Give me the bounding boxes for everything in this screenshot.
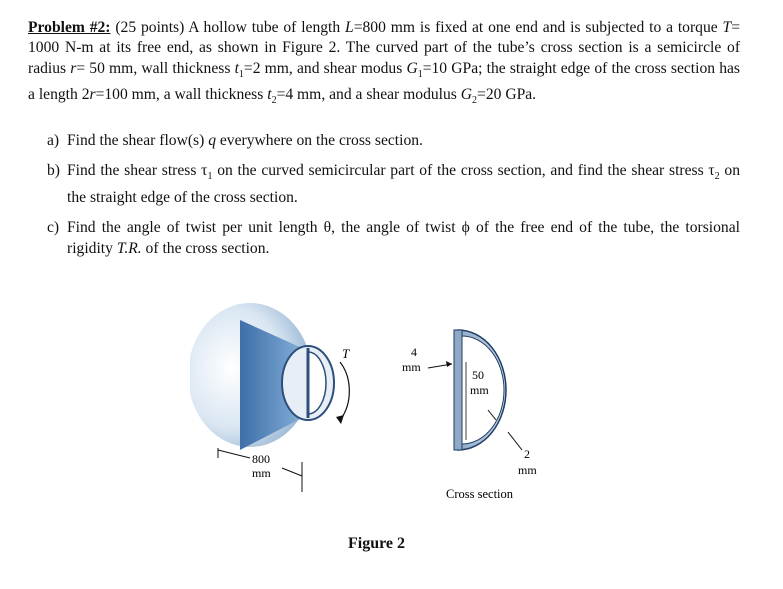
part-tag: b) xyxy=(47,162,60,180)
problem-parts xyxy=(47,131,740,269)
problem-heading: Problem #2: xyxy=(28,19,111,36)
cross-section-straight-wall xyxy=(454,330,462,450)
dim-4-arrowhead xyxy=(446,361,452,367)
statement-text: A hollow tube of length xyxy=(184,19,346,36)
var-r: r xyxy=(70,59,77,77)
var-L: L xyxy=(345,19,354,36)
part-text: of the cross section. xyxy=(141,239,270,257)
part-text: Find the angle of twist per unit length θ, the angle of twist ϕ of the free end of the tube, the torsional rigidity xyxy=(67,219,740,257)
problem-statement xyxy=(28,18,740,112)
torque-arrowhead xyxy=(336,415,344,424)
sub-t2: 2 xyxy=(271,95,277,107)
label-T: T xyxy=(342,346,350,361)
part-b xyxy=(47,161,740,208)
part-tag: c) xyxy=(47,219,60,237)
label-4: 4 xyxy=(411,345,417,359)
var-t1: t xyxy=(234,59,239,77)
part-text: on the straight edge of the cross section. xyxy=(67,162,741,206)
part-text: everywhere on the cross section. xyxy=(215,132,423,149)
var-q: q xyxy=(208,132,216,149)
sub-G1: 1 xyxy=(417,68,423,80)
var-TR: T.R. xyxy=(116,239,142,257)
part-text: Find the shear flow(s) xyxy=(67,132,209,149)
sub-G2: 2 xyxy=(472,95,478,107)
label-2-unit: mm xyxy=(518,463,537,477)
problem-points: (25 points) xyxy=(115,19,185,36)
part-text: Find the shear stress τ xyxy=(67,162,208,180)
sub-tau1: 1 xyxy=(207,171,213,183)
label-50: 50 xyxy=(472,368,484,382)
statement-text: the straight edge of the cross section has a length 2 xyxy=(28,59,740,104)
label-800: 800 xyxy=(252,452,270,466)
label-4-unit: mm xyxy=(402,360,421,374)
label-cross-section: Cross section xyxy=(446,487,514,501)
value-t1: =2 mm xyxy=(243,59,289,77)
label-800-unit: mm xyxy=(252,466,271,480)
var-G2: G xyxy=(460,86,473,104)
statement-text: , and shear modus xyxy=(288,59,407,77)
value-r: = 50 mm xyxy=(76,59,134,77)
part-text: on the curved semicircular part of the cross section, and find the shear stress τ xyxy=(212,162,715,180)
value-G1: =10 GPa; xyxy=(422,59,483,77)
statement-text: , wall thickness xyxy=(133,59,235,77)
var-T: T xyxy=(722,19,732,36)
figure-2 xyxy=(190,300,550,530)
part-c xyxy=(47,218,740,259)
var-r2: r xyxy=(89,86,96,104)
var-t2: t xyxy=(267,86,272,104)
statement-text: , a wall thickness xyxy=(155,86,268,104)
value-2r: =100 mm xyxy=(95,86,156,104)
statement-text: , and a shear modulus xyxy=(321,86,461,104)
value-L: =800 mm xyxy=(353,19,416,36)
label-50-unit: mm xyxy=(470,383,489,397)
part-tag: a) xyxy=(47,132,60,149)
sub-t1: 1 xyxy=(238,68,244,80)
value-T: = 1000 N-m xyxy=(28,19,740,57)
var-G1: G xyxy=(406,59,418,77)
dim-800-line-left xyxy=(218,450,250,458)
label-2: 2 xyxy=(524,447,530,461)
part-a xyxy=(47,131,740,151)
statement-text: is fixed at one end and is subjected to a torque xyxy=(415,19,723,36)
statement-text: at its free end, as shown in Figure 2. The curved part of the tube’s cross section is a semicircle of radius xyxy=(28,39,741,77)
dim-800-line-right xyxy=(282,468,302,476)
torque-arrow xyxy=(340,362,349,420)
figure-caption: Figure 2 xyxy=(348,535,406,552)
value-t2: =4 mm xyxy=(276,86,322,104)
value-G2: =20 GPa. xyxy=(477,86,537,104)
dim-2-arrow xyxy=(508,432,522,450)
sub-tau2: 2 xyxy=(714,171,720,183)
figure-svg xyxy=(190,300,550,530)
